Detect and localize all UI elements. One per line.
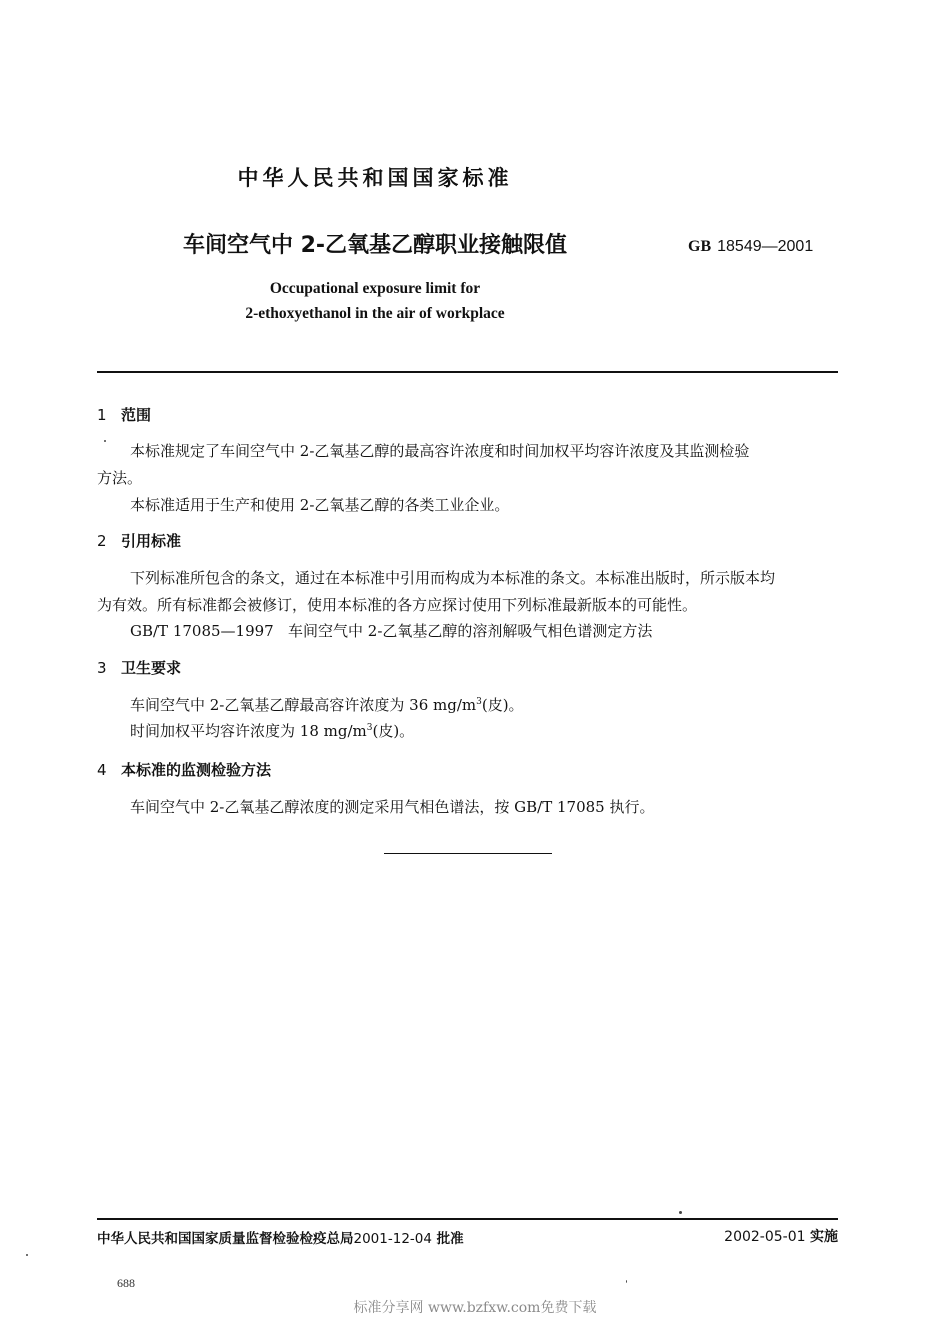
section-3-heading — [97, 657, 181, 678]
standard-code: 18549—2001 — [717, 238, 814, 255]
section-1-heading — [97, 404, 151, 425]
watermark: 标准分享网 www.bzfxw.com免费下载 — [353, 1300, 597, 1316]
referenced-standard: GB/T 17085—1997 车间空气中 2-乙氧基乙醇的溶剂解吸气相色谱测定方法 — [130, 622, 653, 640]
section-1-para-1-cont: 方法。 — [97, 469, 143, 487]
section-2-para-1-cont: 为有效。所有标准都会被修订，使用本标准的各方应探讨使用下列标准最新版本的可能性。 — [97, 596, 698, 614]
section-1-para-2: 本标准适用于生产和使用 2-乙氧基乙醇的各类工业企业。 — [130, 496, 510, 514]
effective-line — [724, 1226, 838, 1246]
section-title: 引用标准 — [121, 532, 182, 550]
footer-divider — [97, 1218, 838, 1220]
section-title: 卫生要求 — [121, 659, 182, 677]
section-title: 本标准的监测检验方法 — [121, 761, 272, 779]
scan-speck — [104, 440, 106, 442]
section-number: 1 — [97, 406, 107, 424]
section-number: 3 — [97, 659, 107, 677]
standard-number — [688, 238, 813, 256]
mac-text: 车间空气中 2-乙氧基乙醇最高容许浓度为 36 mg/m — [130, 696, 477, 714]
effective-label: 实施 — [810, 1229, 838, 1245]
mac-suffix: (皮)。 — [481, 696, 524, 714]
document-title-cn: 车间空气中 2-乙氧基乙醇职业接触限值 — [182, 233, 568, 258]
section-title: 范围 — [121, 406, 152, 424]
superscript: 3 — [366, 723, 373, 733]
page-number: 688 — [117, 1276, 135, 1290]
national-standard-heading: 中华人民共和国国家标准 — [237, 166, 513, 190]
twa-text: 时间加权平均容许浓度为 18 mg/m — [130, 722, 367, 740]
scan-speck — [679, 1211, 682, 1214]
section-number: 4 — [97, 761, 107, 779]
twa-suffix: (皮)。 — [372, 722, 415, 740]
section-4-para-1: 车间空气中 2-乙氧基乙醇浓度的测定采用气相色谱法，按 GB/T 17085 执行。 — [130, 798, 655, 816]
document-title-en-line1: Occupational exposure limit for — [269, 280, 481, 297]
max-allowable-concentration — [130, 694, 524, 715]
approval-line — [97, 1227, 464, 1247]
effective-date: 2002-05-01 — [724, 1229, 806, 1245]
approve-date: 2001-12-04 — [353, 1231, 432, 1247]
header-divider — [97, 371, 838, 373]
approve-label: 批准 — [436, 1231, 464, 1247]
scan-speck — [626, 1280, 627, 1283]
twa-concentration — [130, 720, 414, 741]
issuer: 中华人民共和国国家质量监督检验检疫总局 — [97, 1231, 354, 1247]
section-4-heading — [97, 759, 271, 780]
scan-speck — [26, 1254, 28, 1256]
end-divider — [384, 853, 552, 854]
section-number: 2 — [97, 532, 107, 550]
section-2-heading — [97, 530, 181, 551]
superscript: 3 — [476, 697, 482, 707]
standard-prefix: GB — [688, 238, 712, 255]
section-2-para-1: 下列标准所包含的条文，通过在本标准中引用而构成为本标准的条文。本标准出版时，所示版本均 — [130, 569, 776, 587]
document-title-en-line2: 2-ethoxyethanol in the air of workplace — [245, 305, 505, 322]
section-1-para-1: 本标准规定了车间空气中 2-乙氧基乙醇的最高容许浓度和时间加权平均容许浓度及其监测检验 — [130, 442, 750, 460]
